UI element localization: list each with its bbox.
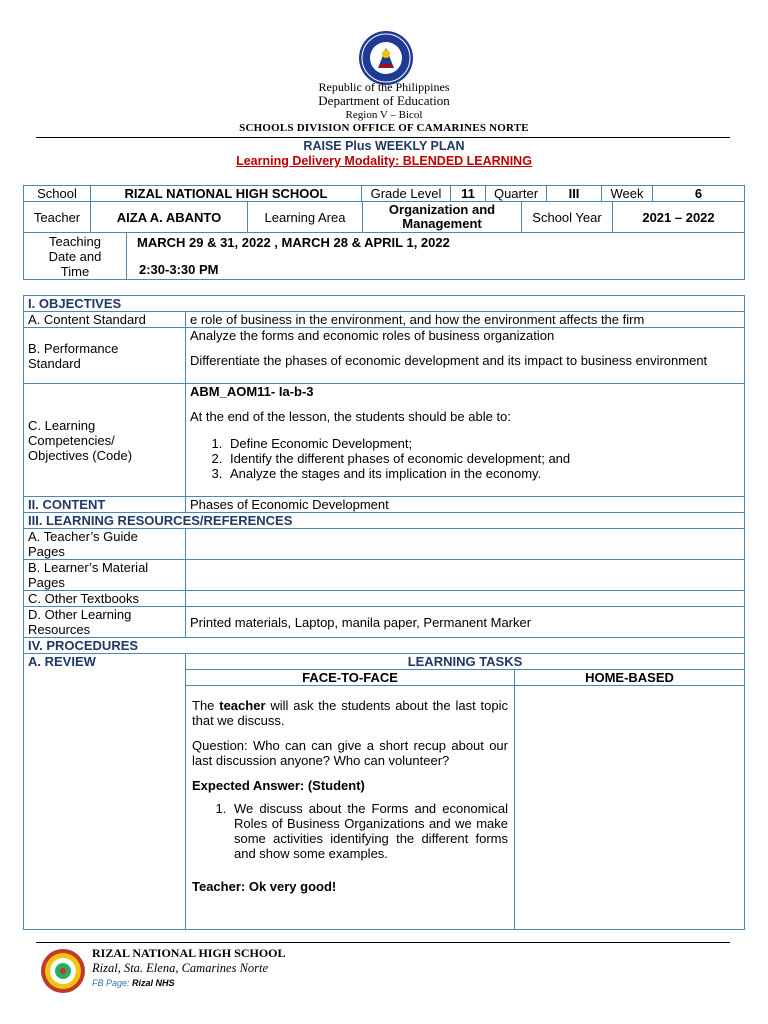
performance-standard-value: [186, 328, 745, 384]
tdt-label-line3: Time: [60, 263, 90, 279]
tdt-label-line1: Teaching: [48, 233, 102, 249]
tg-label-line2: Pages: [28, 544, 65, 559]
perf-label-line1: B. Performance: [28, 340, 119, 356]
week-value: 6: [653, 186, 745, 202]
other-textbooks-label: C. Other Textbooks: [24, 591, 186, 607]
info-table-row2: [23, 201, 745, 233]
region-line: Region V – Bicol: [345, 109, 423, 121]
fb-value: Rizal NHS: [132, 978, 175, 988]
week-label: Week: [602, 186, 653, 202]
perf-value-1: Analyze the forms and economic roles of business organization: [190, 328, 555, 343]
lc-label-line1: C. Learning: [28, 417, 96, 433]
info-table: [23, 185, 745, 202]
school-seal-logo: [40, 948, 86, 994]
expected-answer-heading: Expected Answer: (Student): [192, 778, 365, 793]
face-to-face-content: [186, 686, 515, 930]
footer-fb-page: [92, 978, 175, 988]
teacher-value: AIZA A. ABANTO: [91, 202, 248, 233]
lm-label-line1: B. Learner’s Material: [28, 560, 149, 575]
perf-value-2: Differentiate the phases of economic development and its impact to business environment: [190, 353, 708, 368]
learners-material-value: [186, 560, 745, 591]
procedures-heading: IV. PROCEDURES: [24, 638, 745, 654]
content-standard-label: A. Content Standard: [24, 312, 186, 328]
lc-code: ABM_AOM11- Ia-b-3: [190, 384, 314, 399]
teacher-label: Teacher: [24, 202, 91, 233]
fb-label: FB Page:: [92, 978, 130, 988]
lc-item: 2. Identify the different phases of economic development; and: [226, 451, 740, 466]
content-standard-value: e role of business in the environment, and how the environment affects the firm: [186, 312, 745, 328]
footer-address: Rizal, Sta. Elena, Camarines Norte: [92, 961, 269, 975]
review-question: Question: Who can can give a short recup about our last discussion anyone? Who can volunteer?: [192, 738, 508, 768]
grade-value: 11: [451, 186, 486, 202]
teaching-date-time-value: [127, 233, 745, 280]
area-label: Learning Area: [248, 202, 363, 233]
learning-tasks-heading: LEARNING TASKS: [186, 654, 745, 670]
home-based-heading: HOME-BASED: [515, 670, 745, 686]
lc-item: 3. Analyze the stages and its implication in the economy.: [226, 466, 740, 481]
resources-heading: III. LEARNING RESOURCES/REFERENCES: [24, 513, 745, 529]
tg-label-line1: A. Teacher’s Guide: [28, 529, 138, 544]
lc-item: 1. Define Economic Development;: [226, 436, 740, 451]
face-to-face-heading: FACE-TO-FACE: [186, 670, 515, 686]
perf-label-line2: Standard: [28, 355, 81, 371]
area-value-line2: Management: [402, 216, 482, 231]
teacher-reply: Teacher: Ok very good!: [192, 879, 337, 894]
content-heading: II. CONTENT: [24, 497, 186, 513]
learners-material-label: [24, 560, 186, 591]
deped-seal-logo: [358, 30, 414, 86]
grade-label: Grade Level: [362, 186, 451, 202]
school-label: School: [24, 186, 91, 202]
review-paragraph-1: The teacher will ask the students about the last topic that we discuss.: [192, 698, 509, 728]
other-textbooks-value: [186, 591, 745, 607]
department-line: Department of Education: [318, 93, 450, 108]
footer-rule: [36, 942, 730, 943]
school-value: RIZAL NATIONAL HIGH SCHOOL: [91, 186, 362, 202]
learning-competencies-value: [186, 384, 745, 497]
expected-answer-item: 1. We discuss about the Forms and economical Roles of Business Organizations and we make some activities identifying the different forms and show some examples.: [230, 801, 508, 861]
info-table-row3: [23, 232, 745, 280]
teaching-dates: MARCH 29 & 31, 2022 , MARCH 28 & APRIL 1, 2022: [137, 235, 450, 250]
lm-label-line2: Pages: [28, 575, 65, 590]
objectives-heading: I. OBJECTIVES: [24, 296, 745, 312]
other-resources-label: [24, 607, 186, 638]
tdt-label-line2: Date and: [48, 248, 102, 264]
footer-school-name: RIZAL NATIONAL HIGH SCHOOL: [92, 946, 286, 960]
review-label: A. REVIEW: [24, 654, 186, 930]
quarter-value: III: [547, 186, 602, 202]
performance-standard-label: [24, 328, 186, 384]
area-value: [363, 202, 522, 233]
division-line: SCHOOLS DIVISION OFFICE OF CAMARINES NORTE: [239, 122, 529, 134]
plan-table: [23, 295, 745, 930]
teaching-time: 2:30-3:30 PM: [139, 262, 219, 277]
school-year-value: 2021 – 2022: [613, 202, 745, 233]
delivery-modality: Learning Delivery Modality: BLENDED LEARNING: [236, 154, 532, 168]
lc-objectives-list: [190, 436, 740, 481]
quarter-label: Quarter: [486, 186, 547, 202]
lc-label-line2: Competencies/: [28, 432, 115, 448]
home-based-content: [515, 686, 745, 930]
teachers-guide-label: [24, 529, 186, 560]
lc-intro: At the end of the lesson, the students should be able to:: [190, 409, 511, 424]
teaching-date-time-label: [24, 233, 127, 280]
other-resources-value: Printed materials, Laptop, manila paper, Permanent Marker: [186, 607, 745, 638]
olr-label-line1: D. Other Learning: [28, 607, 132, 622]
plan-title: RAISE Plus WEEKLY PLAN: [303, 139, 465, 153]
lc-label-line3: Objectives (Code): [28, 447, 133, 463]
school-year-label: School Year: [522, 202, 613, 233]
expected-answer-list: [192, 801, 508, 861]
teachers-guide-value: [186, 529, 745, 560]
republic-line: Republic of the Philippines: [318, 80, 450, 94]
olr-label-line2: Resources: [28, 622, 91, 637]
content-value: Phases of Economic Development: [186, 497, 745, 513]
area-value-line1: Organization and: [388, 202, 496, 217]
learning-competencies-label: [24, 384, 186, 497]
